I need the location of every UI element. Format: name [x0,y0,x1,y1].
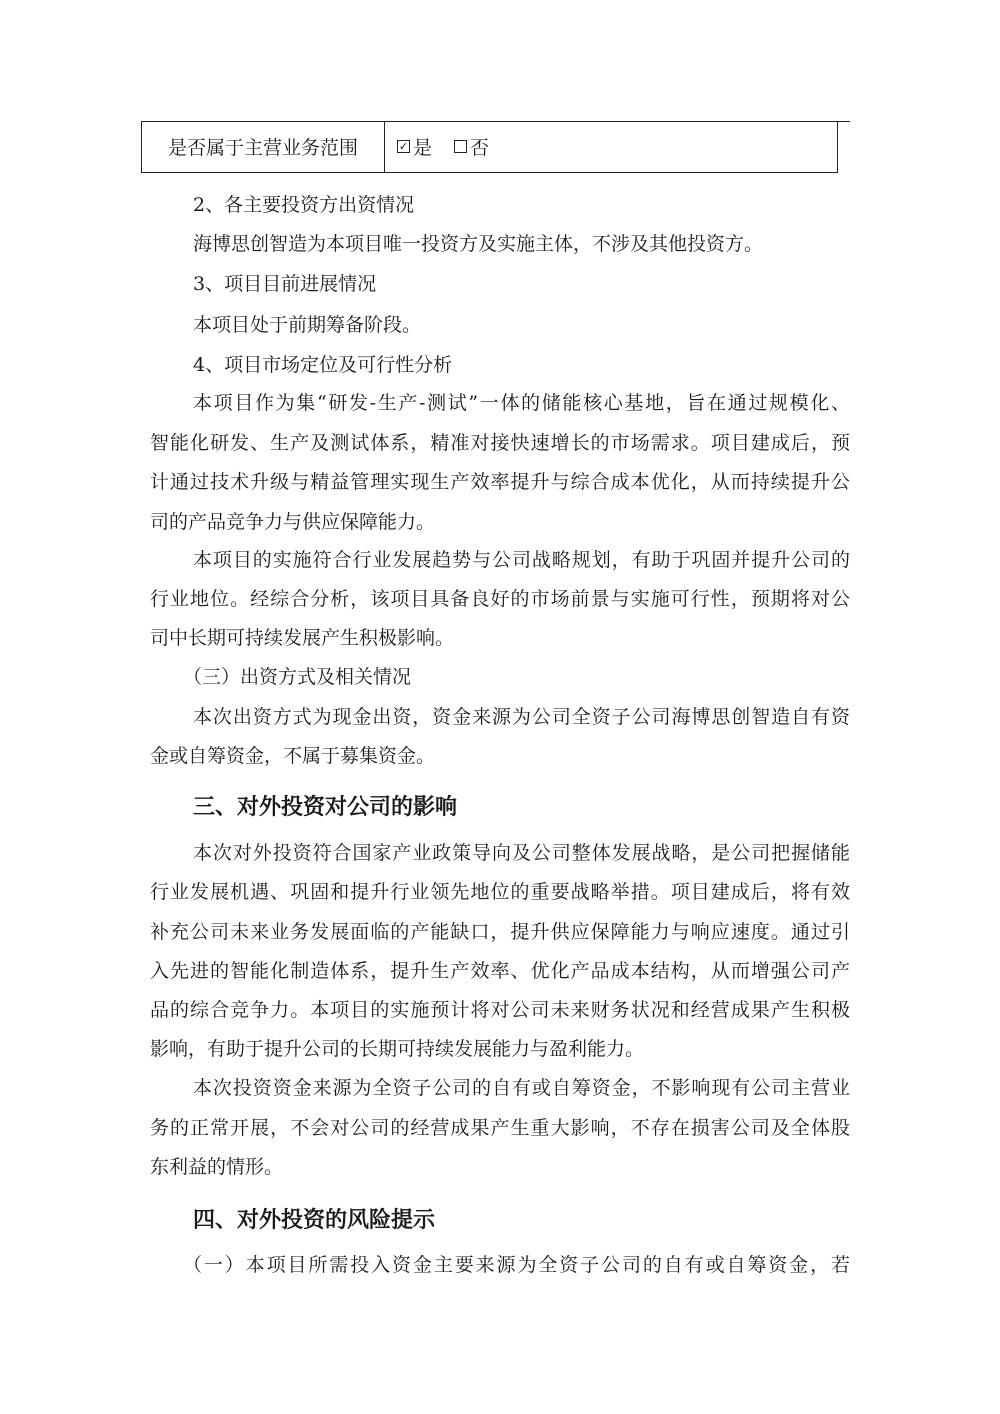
paragraph-line: 行业地位。经综合分析，该项目具备良好的市场前景与实施可行性，预期将对公 [150,588,850,610]
paragraph-line: 本次对外投资符合国家产业政策导向及公司整体发展战略，是公司把握储能 [193,842,850,864]
checkbox-checked-icon[interactable]: ✓ [398,140,409,153]
paragraph-line: 本次出资方式为现金出资，资金来源为公司全资子公司海博思创智造自有资 [193,706,850,728]
paragraph-line: 计通过技术升级与精益管理实现生产效率提升与综合成本优化，从而持续提升公 [150,471,850,493]
paragraph-line: 金或自筹资金，不属于募集资金。 [150,745,436,767]
option-no[interactable] [454,133,489,160]
paragraph-line: 本项目的实施符合行业发展趋势与公司战略规划，有助于巩固并提升公司的 [193,549,850,571]
option-no-label: 否 [470,137,490,159]
paragraph-line: 司中长期可持续发展产生积极影响。 [150,627,455,649]
paragraph-line: 本项目作为集“研发-生产-测试”一体的储能核心基地，旨在通过规模化、 [193,392,850,414]
table-label-cell: 是否属于主营业务范围 [142,121,385,172]
option-yes-label: 是 [413,137,433,159]
section-subheading: 3、项目目前进展情况 [193,273,377,295]
paragraph-line: 影响，有助于提升公司的长期可持续发展能力与盈利能力。 [150,1038,645,1060]
section-subheading: （三）出资方式及相关情况 [183,666,412,688]
paragraph-line: 务的正常开展，不会对公司的经营成果产生重大影响，不存在损害公司及全体股 [150,1117,850,1139]
paragraph-line: 司的产品竞争力与供应保障能力。 [150,511,436,533]
table-value-cell [385,121,837,172]
paragraph-line: 东利益的情形。 [150,1156,284,1178]
paragraph-line: 本次投资资金来源为全资子公司的自有或自筹资金，不影响现有公司主营业 [193,1077,850,1099]
section-subheading: 4、项目市场定位及可行性分析 [193,354,453,376]
section-heading: 三、对外投资对公司的影响 [193,795,458,820]
paragraph-line: 智能化研发、生产及测试体系，精准对接快速增长的市场需求。项目建成后，预 [150,432,850,454]
section-subheading: 2、各主要投资方出资情况 [193,194,415,216]
paragraph-line: （一）本项目所需投入资金主要来源为全资子公司的自有或自筹资金，若 [183,1254,850,1276]
paragraph-line: 品的综合竞争力。本项目的实施预计将对公司未来财务状况和经营成果产生积极 [150,999,850,1021]
paragraph-line: 本项目处于前期筹备阶段。 [193,314,422,336]
paragraph-line: 行业发展机遇、巩固和提升行业领先地位的重要战略举措。项目建成后，将有效 [150,881,850,903]
option-yes[interactable] [397,133,432,160]
paragraph-line: 补充公司未来业务发展面临的产能缺口，提升供应保障能力与响应速度。通过引 [150,921,850,943]
checkbox-empty-icon[interactable] [454,140,467,153]
business-scope-table [141,121,838,173]
paragraph-line: 入先进的智能化制造体系，提升生产效率、优化产品成本结构，从而增强公司产 [150,960,850,982]
paragraph-line: 海博思创智造为本项目唯一投资方及实施主体，不涉及其他投资方。 [193,233,764,255]
section-heading: 四、对外投资的风险提示 [193,1208,436,1233]
